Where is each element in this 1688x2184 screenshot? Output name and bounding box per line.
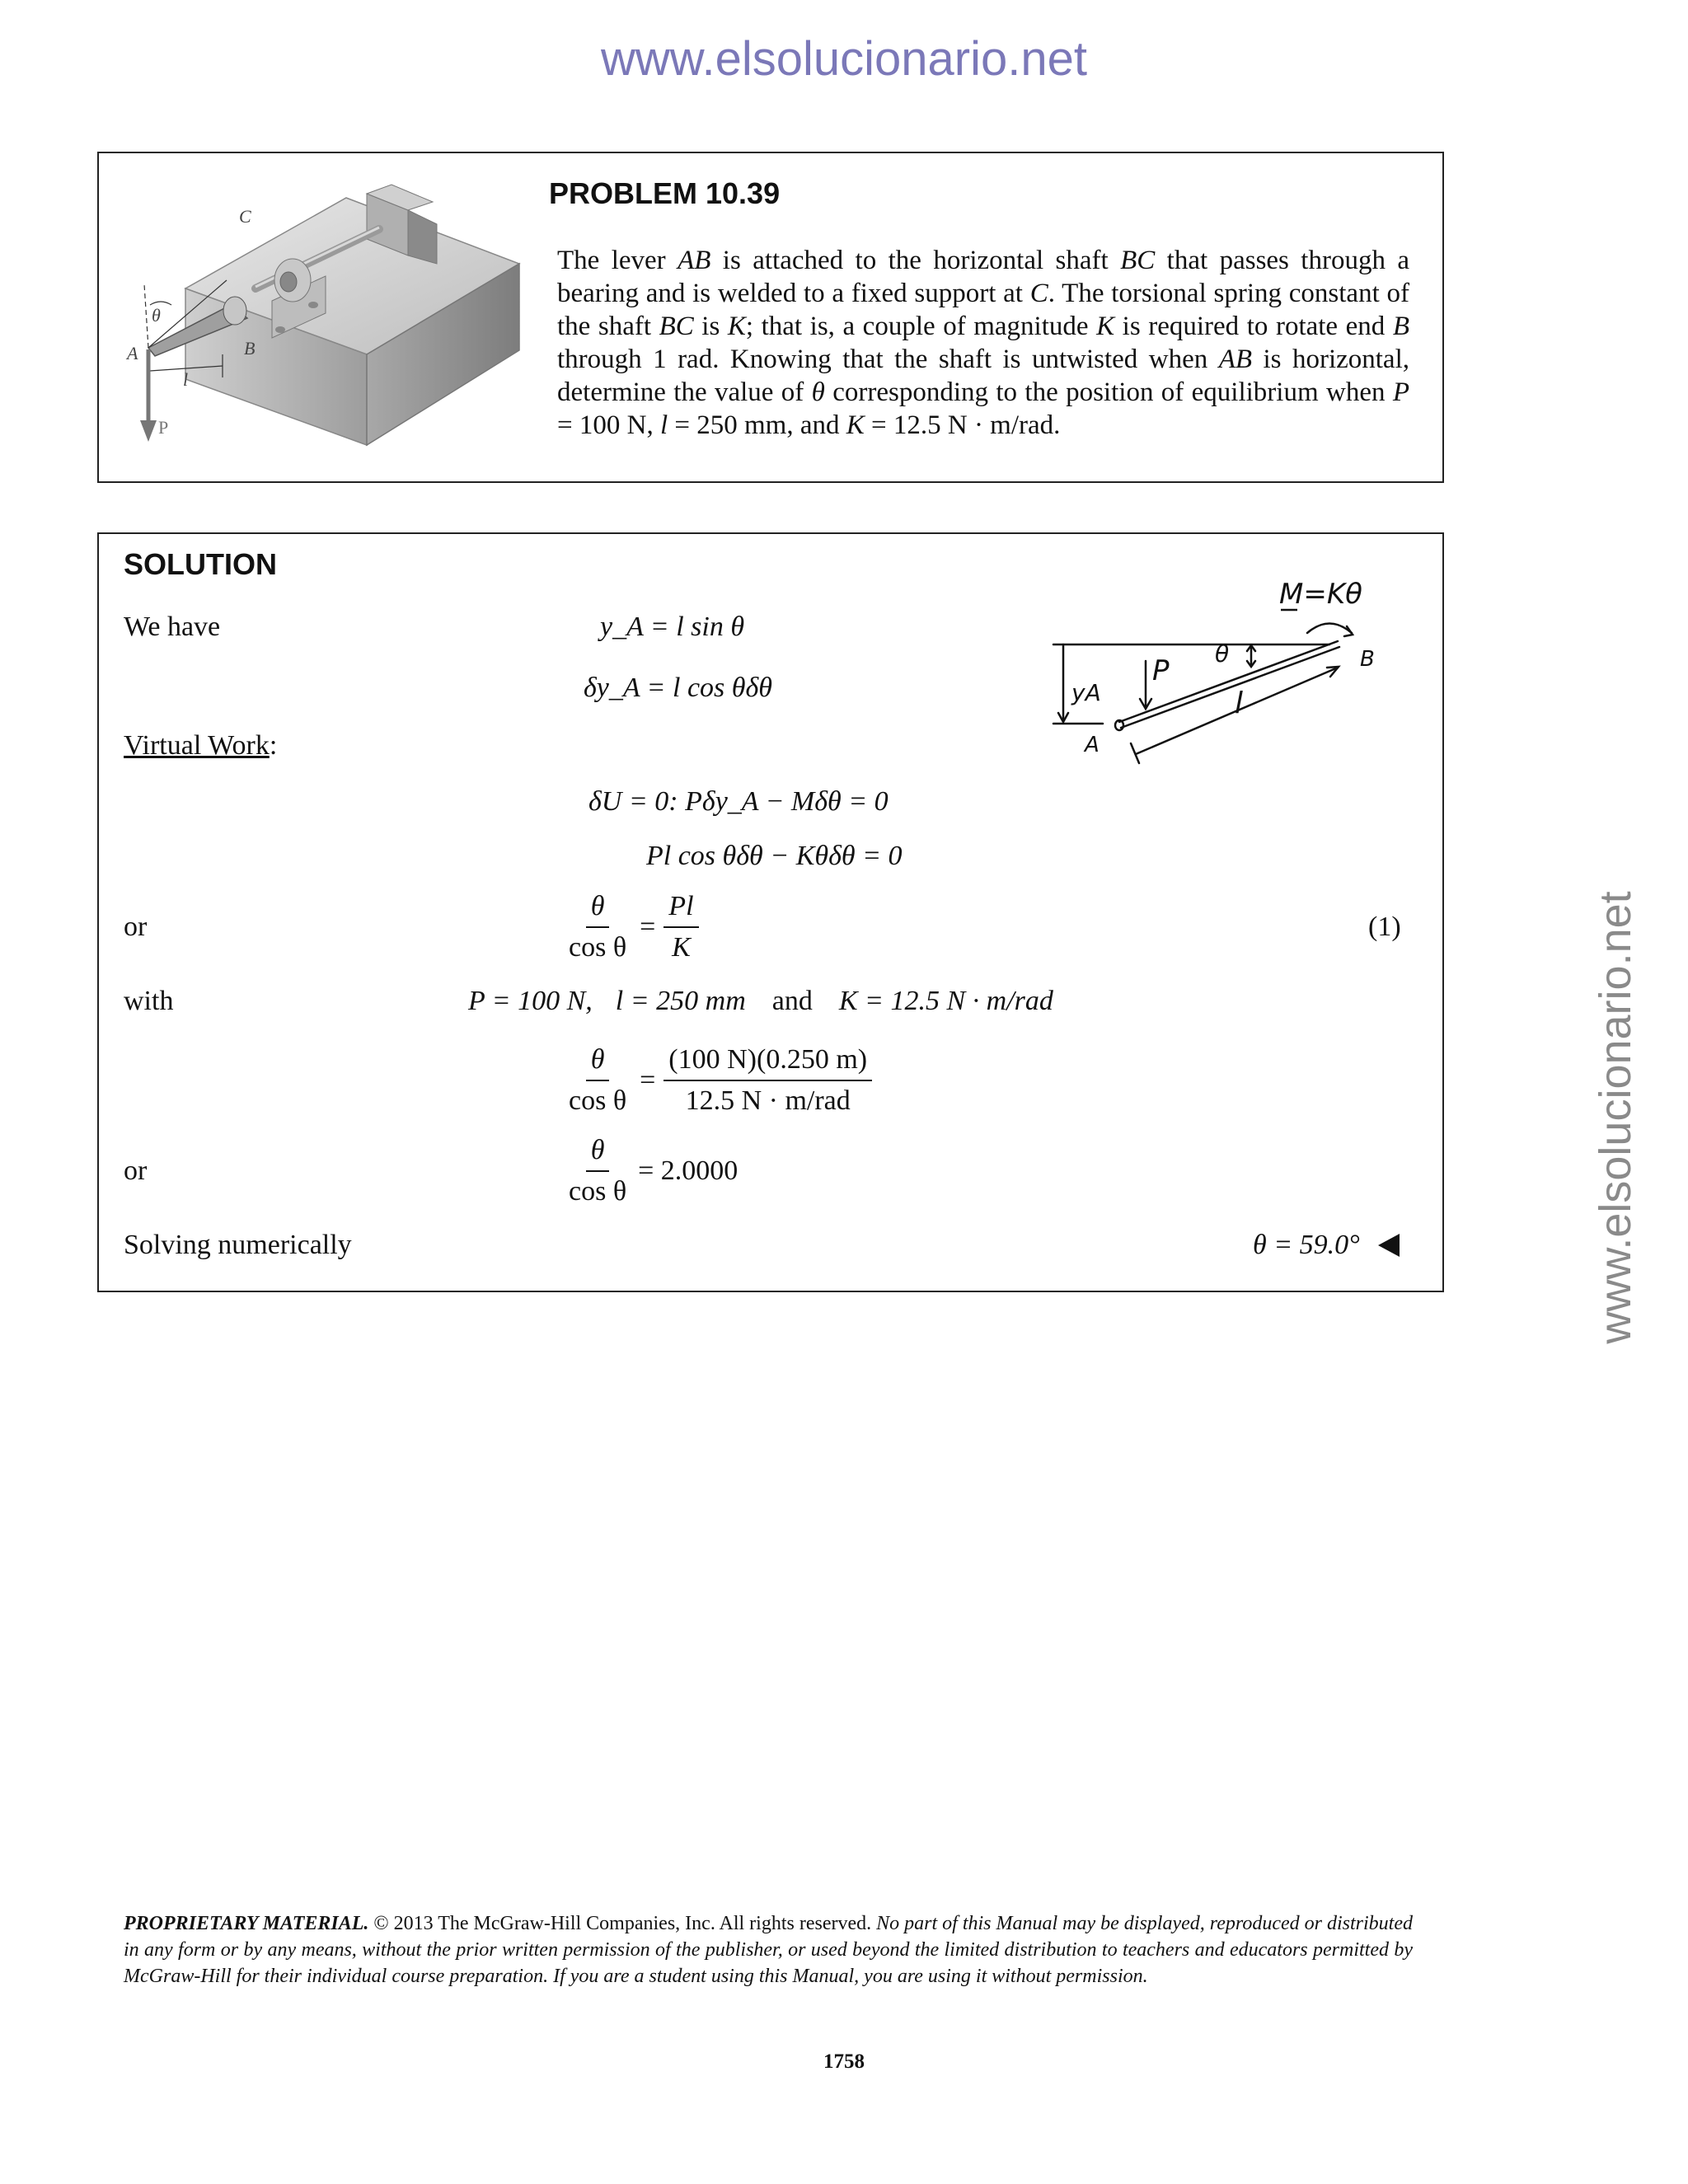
sketch-label-ya: yA [1071,679,1101,706]
eq-fraction-1: $\frac{\theta}{\text{cos θ}}$ = $\frac{Pl}{K}$ [564,890,699,964]
eq-ya: y_A = l sin θ [600,612,745,642]
eq-expanded: Pl cos θδθ − Kθδθ = 0 [646,841,903,871]
sketch-label-moment: M=Kθ [1279,578,1362,611]
eq-virtual-work: δU = 0: Pδy_A − Mδθ = 0 [588,786,889,817]
fig-label-b: B [244,338,256,359]
page-number: 1758 [823,2050,865,2073]
watermark-top: www.elsolucionario.net [601,32,1087,86]
label-with: with [124,986,174,1016]
problem-statement: The lever AB is attached to the horizontal shaft BC that passes through a bearing and is welded to a fixed support at C. The torsional spring constant of the shaft BC is K; that is, a couple of magnitude K is required to rotate end B through 1 rad. Knowing that the shaft is untwisted when AB is horizontal, determine the value of θ corresponding to the position of equilibrium when P = 100 N, l = 250 mm, and K = 12.5 N · m/rad. [557,246,1410,440]
solution-sketch [1045,569,1391,775]
final-answer: θ = 59.0° [1253,1230,1400,1261]
fig-label-l: l [183,369,189,390]
sketch-label-theta: θ [1215,640,1230,668]
sketch-label-l: l [1235,687,1244,720]
label-or-1: or [124,912,148,942]
copyright-footer: PROPRIETARY MATERIAL. © 2013 The McGraw-Hill Companies, Inc. All rights reserved. No part of this Manual may be displayed, reproduced or distributed in any form or by any means, without the prior written permission of the publisher, or used beyond the limited distribution to teachers and educators permitted by McGraw-Hill for their individual course preparation. If you are a student using this Manual, you are using it without permission. [124,1913,1413,1987]
fig-label-theta: θ [152,305,161,326]
eq-fraction-2: $\frac{\theta}{\text{cos θ}}$ = $\frac{(100 N)(0.250 m)}{\text{12.5 N · m/rad}}$ [564,1043,872,1118]
watermark-side-text: www.elsolucionario.net [1591,891,1640,1344]
sketch-label-a: A [1085,733,1100,757]
label-virtual-work: Virtual Work: [124,730,278,761]
fig-label-a: A [127,343,138,363]
problem-figure [115,173,544,453]
fig-label-p: P [158,417,169,438]
eq-delta-ya: δy_A = l cos θδθ [584,673,772,703]
sketch-label-b: B [1360,647,1375,672]
answer-marker-icon [1378,1234,1400,1257]
problem-title: PROBLEM 10.39 [549,176,781,210]
with-values: P = 100 N, l = 250 mm and K = 12.5 N · m/rad [468,986,1053,1016]
eq-fraction-3: $\frac{\theta}{\text{cos θ}}$ = 2.0000 [569,1135,738,1207]
label-solving-numerically: Solving numerically [124,1230,352,1260]
fig-label-c: C [239,206,251,227]
sketch-label-p: P [1152,654,1170,687]
solution-title: SOLUTION [124,547,277,581]
label-we-have: We have [124,612,221,642]
equation-number: (1) [1368,912,1401,942]
label-or-2: or [124,1155,148,1186]
